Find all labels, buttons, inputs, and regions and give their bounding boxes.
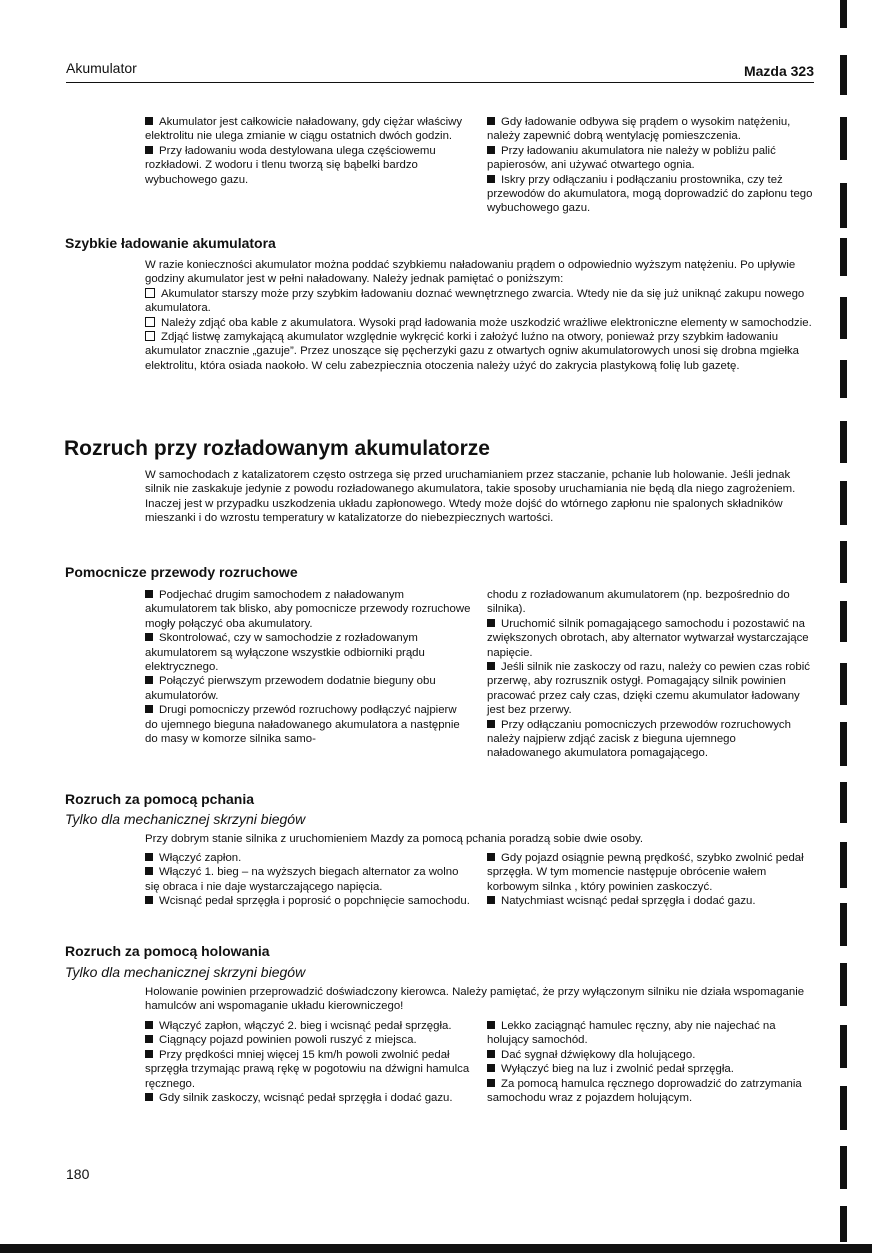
fast-charging-body [145, 258, 813, 373]
edge-mark [840, 360, 847, 398]
bullet-paragraph: Ciągnący pojazd powinien powoli ruszyć z miejsca. [145, 1033, 471, 1047]
bullet-paragraph: Lekko zaciągnąć hamulec ręczny, aby nie najechać na holujący samochód. [487, 1020, 776, 1047]
bullet-paragraph: Podjechać drugim samochodem z naładowanym akumulatorem tak blisko, aby pomocnicze przewody rozruchowe mogły połączyć oba akumulatory. [145, 589, 471, 630]
intro-columns [145, 115, 813, 216]
bullet-paragraph: Przy prędkości mniej więcej 15 km/h powoli zwolnić pedał sprzęgła trzymając prawą rękę w pogotowiu na dźwigni hamulca ręcznego. [145, 1048, 470, 1090]
push-start-lead: Przy dobrym stanie silnika z uruchomieniem Mazdy za pomocą pchania poradzą sobie dwie osoby. [145, 833, 644, 845]
square-bullet-icon [145, 590, 153, 598]
push-start-lead-block [145, 832, 813, 846]
tow-left-column [145, 1019, 471, 1105]
push-left-column [145, 851, 471, 909]
bullet-paragraph: Iskry przy odłączaniu i podłączaniu prostownika, czy też przewodów do akumulatora, mogą doprowadzić do zapłonu tego wybuchowego gazu. [487, 173, 813, 215]
edge-mark [840, 55, 847, 95]
square-bullet-icon [145, 633, 153, 641]
checkbox-item: Zdjąć listwę zamykającą akumulator względnie wykręcić korki i założyć luźno na otwory, ponieważ przy szybkim ładowaniu akumulator znacznie „gazuje”. Przez unoszące się pęcherzyki gazu z otwartych ogniw akumulatorowych unosi się drobna mgiełka elektrolitu, która osiada naokoło. W celu zabezpiecznia otoczenia należy użyć do zakrycia plastykową folię lub gazetę. [145, 331, 800, 372]
bullet-paragraph: Gdy ładowanie odbywa się prądem o wysokim natężeniu, należy zapewnić dobrą wentylację pomieszczenia. [487, 116, 791, 143]
edge-mark [840, 1086, 847, 1130]
tow-right-column [487, 1019, 813, 1105]
intro-right-column [487, 115, 813, 216]
checkbox-item: Akumulator starszy może przy szybkim ładowaniu doznać wewnętrznego zwarcia. Wtedy nie da się już uniknąć zakupu nowego akumulatora. [145, 287, 805, 315]
bullet-paragraph: Przy ładowaniu akumulatora nie należy w pobliżu palić papierosów, ani używać otwartego ognia. [487, 144, 776, 172]
square-bullet-icon [487, 146, 495, 154]
square-bullet-icon [145, 1021, 153, 1029]
edge-mark [840, 541, 847, 583]
bullet-paragraph: Akumulator jest całkowicie naładowany, gdy ciężar właściwy elektrolitu nie ulega zmianie w ciągu ostatnich dwóch godzin. [145, 116, 463, 143]
cables-heading: Pomocnicze przewody rozruchowe [65, 564, 298, 580]
running-header-model: Mazda 323 [743, 63, 814, 79]
square-bullet-icon [145, 117, 153, 125]
square-bullet-icon [145, 676, 153, 684]
bullet-paragraph: Gdy silnik zaskoczy, wcisnąć pedał sprzęgła i dodać gazu. [145, 1091, 471, 1105]
edge-mark [840, 782, 847, 823]
fast-charging-lead: W razie konieczności akumulator można poddać szybkiemu naładowaniu prądem o odpowiednio wyższym natężeniu. Po upływie godziny akumulator jest w pełni naładowany. Należy jednak pamiętać o poniższym: [145, 259, 796, 286]
bullet-paragraph: Drugi pomocniczy przewód rozruchowy podłączyć najpierw do ujemnego bieguna naładowanego akumulatora a następnie do masy w komorze silnika samo- [145, 704, 460, 746]
tow-start-lead-block [145, 985, 813, 1014]
bullet-paragraph: Połączyć pierwszym przewodem dodatnie bieguny obu akumulatorów. [145, 675, 436, 702]
intro-left-column [145, 115, 471, 216]
page-number: 180 [66, 1166, 90, 1182]
square-bullet-icon [145, 867, 153, 875]
square-bullet-icon [145, 1035, 153, 1043]
square-bullet-icon [145, 1093, 153, 1101]
bullet-paragraph: Przy odłączaniu pomocniczych przewodów rozruchowych należy najpierw zdjąć zacisk z bieguna ujemnego naładowanego akumulatora pomagającego. [487, 718, 791, 760]
edge-mark [840, 601, 847, 642]
square-bullet-icon [487, 853, 495, 861]
continued-paragraph: chodu z rozładowanum akumulatorem (np. bezpośrednio do silnika). [487, 589, 790, 616]
edge-mark [840, 963, 847, 1006]
jump-start-lead-block [145, 468, 813, 526]
checkbox-item: Należy zdjąć oba kable z akumulatora. Wysoki prąd ładowania może uszkodzić wrażliwe elektroniczne elementy w samochodzie. [145, 316, 813, 330]
bullet-paragraph: Za pomocą hamulca ręcznego doprowadzić do zatrzymania samochodu wraz z pojazdem holującym. [487, 1077, 802, 1105]
square-bullet-icon [145, 896, 153, 904]
square-bullet-icon [487, 720, 495, 728]
push-right-column [487, 851, 813, 909]
bullet-paragraph: Skontrolować, czy w samochodzie z rozładowanym akumulatorem są wyłączone wszystkie odbiorniki prądu elektrycznego. [145, 632, 425, 674]
square-bullet-icon [487, 117, 495, 125]
bullet-paragraph: Natychmiast wcisnąć pedał sprzęgła i dodać gazu. [487, 894, 813, 908]
bullet-paragraph: Włączyć 1. bieg – na wyższych biegach alternator za wolno się obraca i nie daje wystarczającego napięcia. [145, 866, 459, 893]
square-bullet-icon [487, 662, 495, 670]
checkbox-icon [145, 288, 155, 298]
edge-mark [840, 238, 847, 276]
edge-mark [840, 481, 847, 525]
edge-mark [840, 183, 847, 228]
jump-start-heading: Rozruch przy rozładowanym akumulatorze [64, 437, 490, 460]
bullet-paragraph: Wyłączyć bieg na luz i zwolnić pedał sprzęgła. [487, 1062, 813, 1076]
edge-mark [840, 117, 847, 160]
square-bullet-icon [145, 705, 153, 713]
square-bullet-icon [145, 146, 153, 154]
tow-start-lead: Holowanie powinien przeprowadzić doświadczony kierowca. Należy pamiętać, że przy wyłączonym silniku nie działa wspomaganie hamulców ani wspomaganie układu kierowniczego! [145, 986, 805, 1013]
fast-charging-heading: Szybkie ładowanie akumulatora [65, 235, 276, 251]
square-bullet-icon [145, 1050, 153, 1058]
jump-start-lead: W samochodach z katalizatorem często ostrzega się przed uruchamianiem przez staczanie, pchanie lub holowanie. Jeśli jednak silnik nie zaskakuje jedynie z powodu rozładowanego akumulatora, takie sposoby uruchamiania nie będą dla niego zagrożeniem. Inaczej jest w przypadku uszkodzenia układu zapłonowego. Wtedy może dojść do wtórnego zapłonu nie spalonych składników mieszanki i do wzrostu temperatury w katalizatorze do niebezpiecznych wartości. [145, 469, 796, 525]
header-rule [66, 82, 814, 83]
square-bullet-icon [487, 1064, 495, 1072]
square-bullet-icon [487, 1079, 495, 1087]
cables-left-column [145, 588, 471, 761]
push-start-columns [145, 851, 813, 909]
bullet-paragraph: Włączyć zapłon. [145, 851, 471, 865]
bullet-paragraph: Przy ładowaniu woda destylowana ulega częściowemu rozkładowi. Z wodoru i tlenu tworzą się bąbelki bardzo wybuchowego gazu. [145, 144, 436, 186]
bullet-paragraph: Uruchomić silnik pomagającego samochodu i pozostawić na zwiększonych obrotach, aby alternator wytwarzał wystarczające napięcie. [487, 617, 809, 659]
square-bullet-icon [487, 175, 495, 183]
tow-start-subtitle: Tylko dla mechanicznej skrzyni biegów [65, 964, 306, 980]
bullet-paragraph: Jeśli silnik nie zaskoczy od razu, należy co pewien czas robić przerwę, aby rozrusznik ostygł. Pomagający silnik powinien pracować przez cały czas, dzięki czemu akumulator ładowany jest bez przerwy. [487, 661, 810, 717]
bullet-paragraph: Wcisnąć pedał sprzęgła i poprosić o popchnięcie samochodu. [145, 894, 471, 908]
square-bullet-icon [487, 1050, 495, 1058]
scan-bottom-border [0, 1244, 872, 1253]
edge-mark [840, 842, 847, 888]
bullet-paragraph: Dać sygnał dźwiękowy dla holującego. [487, 1048, 813, 1062]
checkbox-icon [145, 331, 155, 341]
square-bullet-icon [487, 896, 495, 904]
push-start-heading: Rozruch za pomocą pchania [65, 791, 255, 807]
edge-mark [840, 421, 847, 463]
bullet-paragraph: Włączyć zapłon, włączyć 2. bieg i wcisnąć pedał sprzęgła. [145, 1019, 471, 1033]
edge-mark [840, 1025, 847, 1068]
tow-start-heading: Rozruch za pomocą holowania [65, 943, 270, 959]
square-bullet-icon [487, 619, 495, 627]
tow-start-columns [145, 1019, 813, 1105]
push-start-subtitle: Tylko dla mechanicznej skrzyni biegów [65, 811, 306, 827]
square-bullet-icon [487, 1021, 495, 1029]
checkbox-icon [145, 317, 155, 327]
edge-mark [840, 663, 847, 705]
edge-mark [840, 297, 847, 339]
square-bullet-icon [145, 853, 153, 861]
edge-mark [840, 1146, 847, 1189]
edge-mark [840, 903, 847, 946]
edge-mark [840, 0, 847, 28]
edge-mark [840, 722, 847, 766]
running-header-section: Akumulator [66, 60, 137, 76]
cables-columns [145, 588, 813, 761]
edge-mark [840, 1206, 847, 1242]
cables-right-column [487, 588, 813, 761]
bullet-paragraph: Gdy pojazd osiągnie pewną prędkość, szybko zwolnić pedał sprzęgła. W tym momencie następuje obrócenie wałem korbowym silnka , który powinien zaskoczyć. [487, 852, 804, 893]
